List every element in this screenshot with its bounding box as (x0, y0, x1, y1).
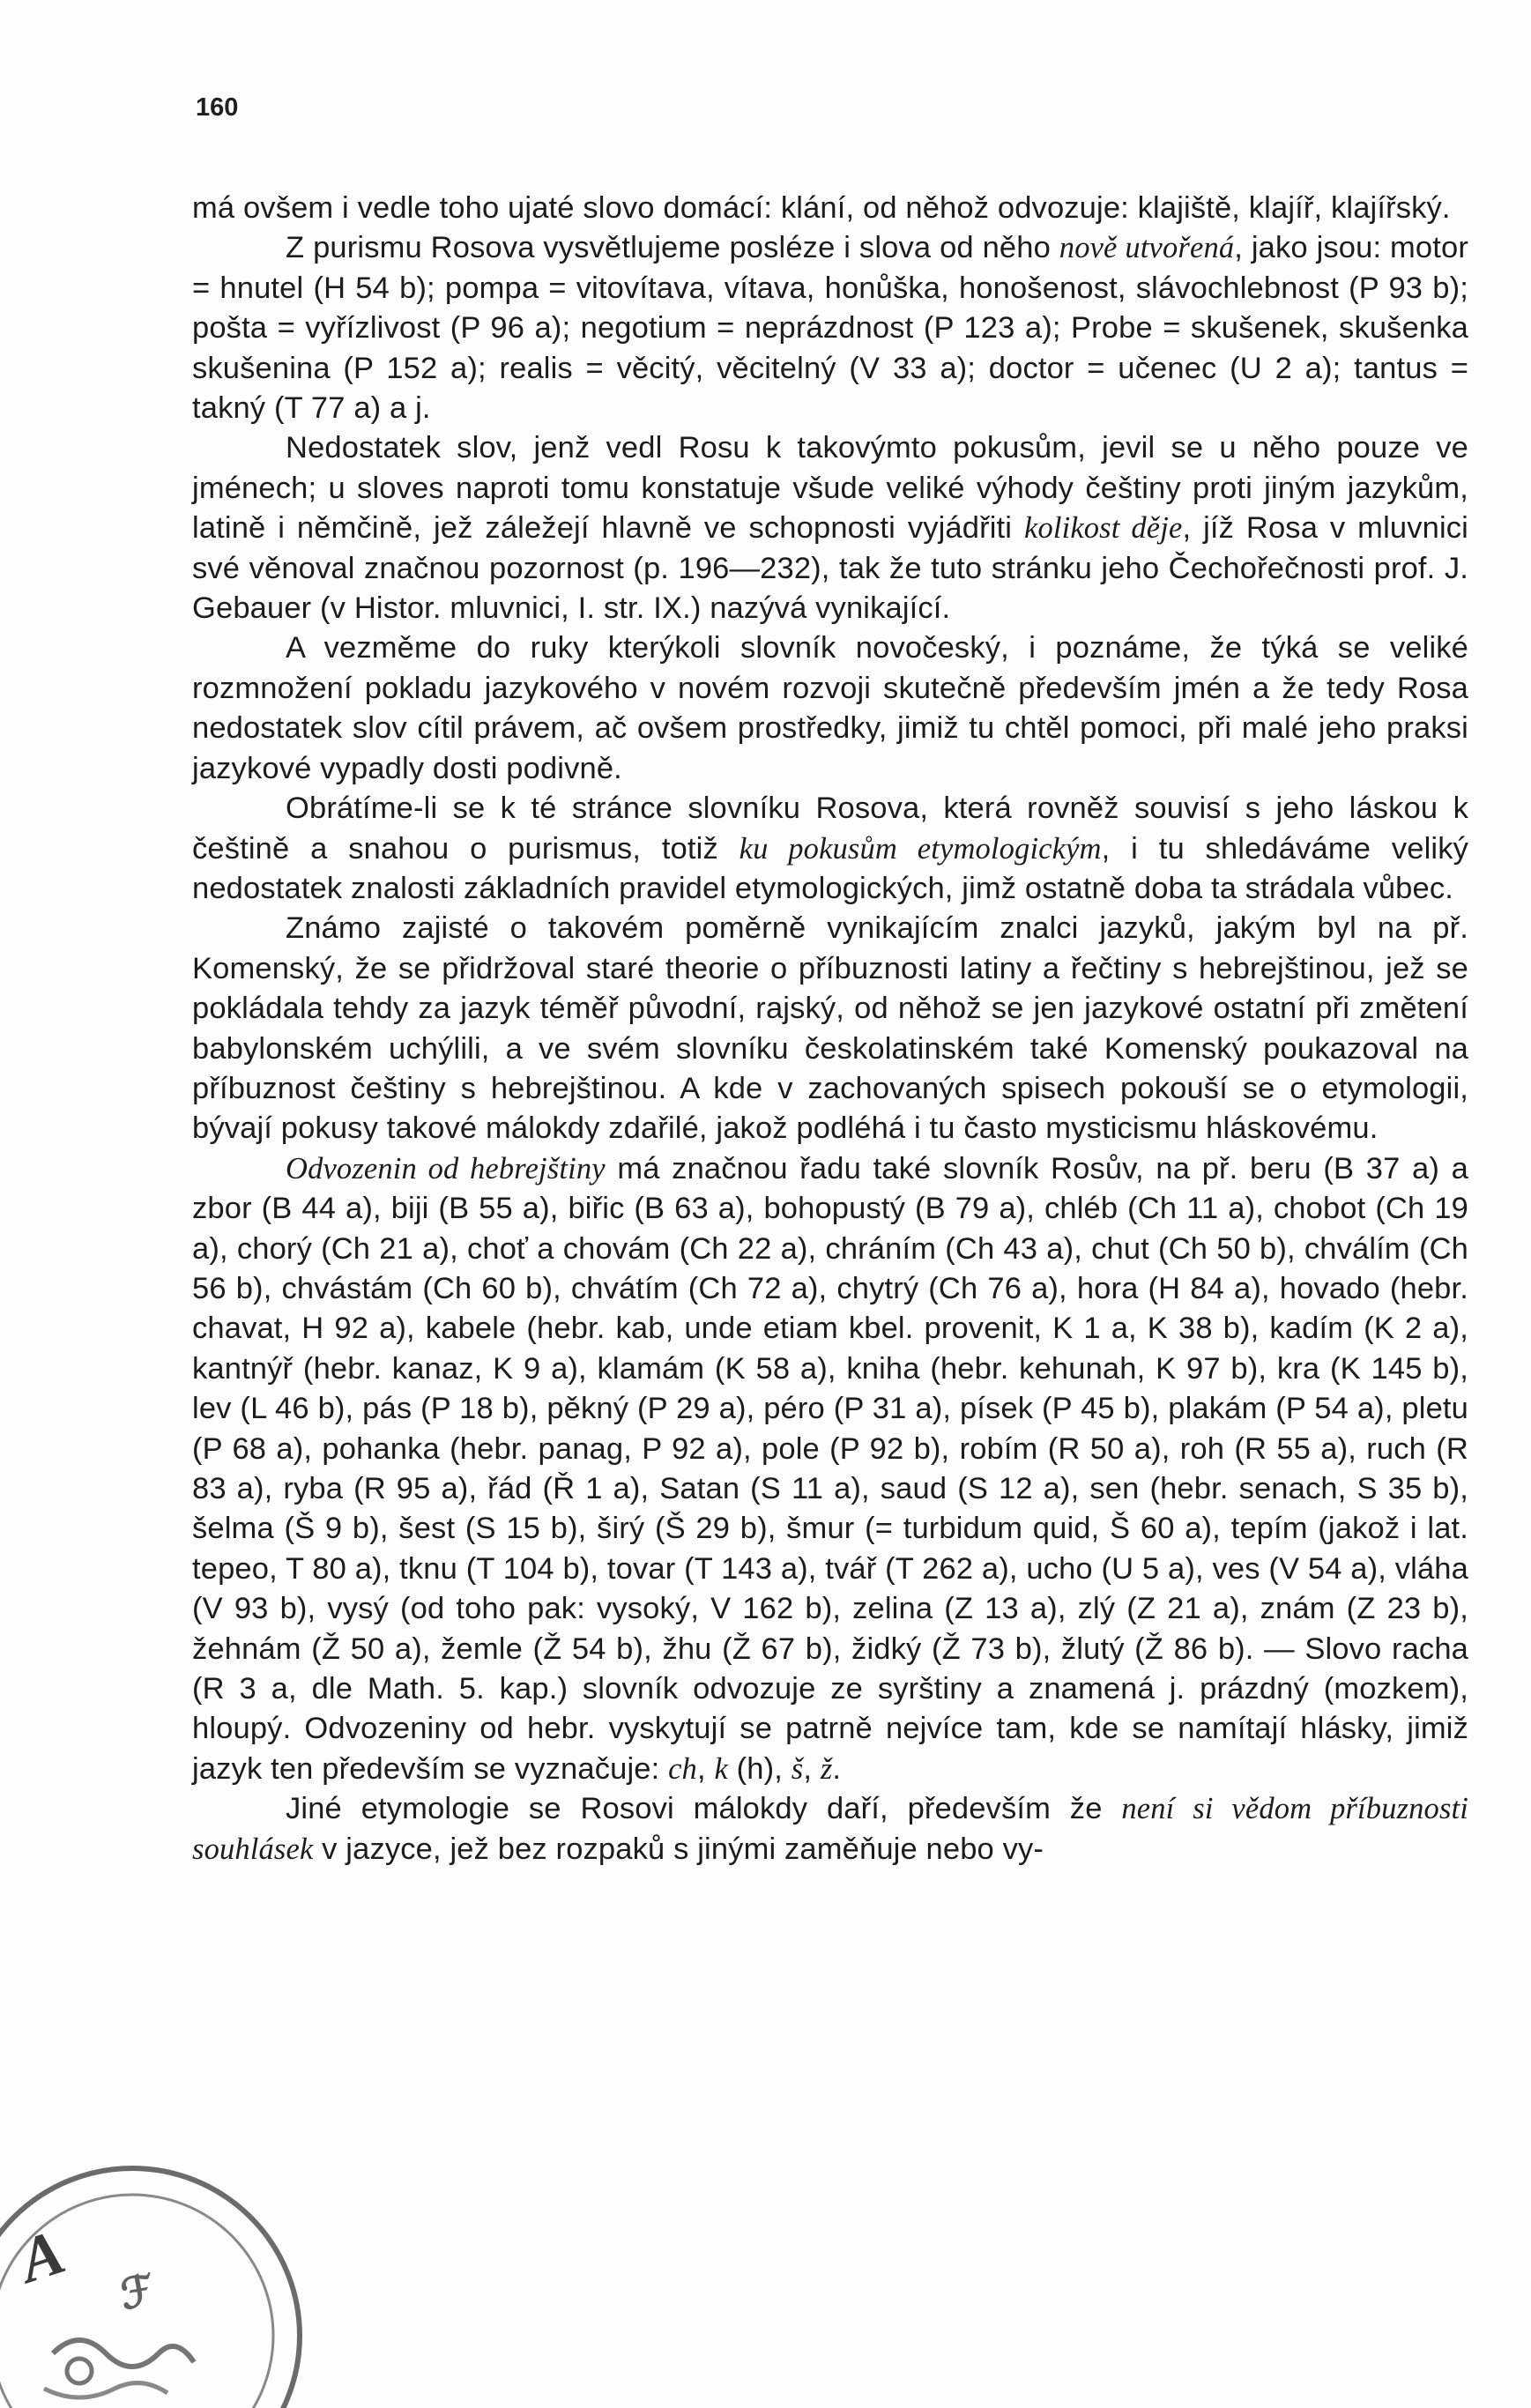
paragraph-text: , jíž Rosa v mluvnici své věnoval značnou pozornost (p. 196—232), tak že tuto stránku jeho Čechořečnosti prof. J. Gebauer (v Histor. mluvnici, I. str. IX.) nazývá vynikající. (192, 511, 1468, 626)
paragraph-text: , jako jsou: motor = hnutel (H 54 b); pompa = vitovítava, vítava, honůška, honošenost, slávochlebnost (P 93 b); pošta = vyřízlivost (P 96 a); negotium = neprázdnost (P 123 a); Probe = skušenek, skušenka skušenina (P 152 a); realis = věcitý, věcitelný (V 33 a); doctor = učenec (U 2 a); tantus = takný (T 77 a) a j. (192, 231, 1468, 426)
paragraph (192, 1149, 1468, 1790)
paragraph (192, 628, 1468, 789)
paragraph-text: , (803, 1751, 821, 1786)
paragraph (192, 909, 1468, 1148)
emphasized-text: ch (668, 1751, 697, 1786)
paragraph-text: Z purismu Rosova vysvětlujeme posléze i slova od něho (286, 231, 1059, 265)
paragraph-text: v jazyce, jež bez rozpaků s jinými zaměňuje nebo vy- (313, 1832, 1044, 1866)
emphasized-text: k (714, 1751, 728, 1786)
library-stamp (0, 2151, 317, 2408)
paragraph-text: má značnou řadu také slovník Rosův, na př. beru (B 37 a) a zbor (B 44 a), biji (B 55 a), biřic (B 63 a), bohopustý (B 79 a), chléb (Ch 11 a), chobot (Ch 19 a), chorý (Ch 21 a), choť a chovám (Ch 22 a), chráním (Ch 43 a), chut (Ch 50 b), chválím (Ch 56 b), chvástám (Ch 60 b), chvátím (Ch 72 a), chytrý (Ch 76 a), hora (H 84 a), hovado (hebr. chavat, H 92 a), kabele (hebr. kab, unde etiam kbel. provenit, K 1 a, K 38 b), kadím (K 2 a), kantnýř (hebr. kanaz, K 9 a), klamám (K 58 a), kniha (hebr. kehunah, K 97 b), kra (K 145 b), lev (L 46 b), pás (P 18 b), pěkný (P 29 a), péro (P 31 a), písek (P 45 b), plakám (P 54 a), pletu (P 68 a), pohanka (hebr. panag, P 92 a), pole (P 92 b), robím (R 50 a), roh (R 55 a), ruch (R 83 a), ryba (R 95 a), řád (Ř 1 a), Satan (S 11 a), saud (S 12 a), sen (hebr. senach, S 35 b), šelma (Š 9 b), šest (S 15 b), širý (Š 29 b), šmur (= turbidum quid, Š 60 a), tepím (jakož i lat. tepeo, T 80 a), tknu (T 104 b), tovar (T 143 a), tvář (T 262 a), ucho (U 5 a), ves (V 54 a), vláha (V 93 b), vysý (od toho pak: vysoký, V 162 b), zelina (Z 13 a), zlý (Z 21 a), znám (Z 23 b), žehnám (Ž 50 a), žemle (Ž 54 b), žhu (Ž 67 b), židký (Ž 73 b), žlutý (Ž 86 b). — Slovo racha (R 3 a, dle Math. 5. kap.) slovník odvozuje ze syrštiny a znamená j. prázdný (mozkem), hloupý. Odvozeniny od hebr. vyskytují se patrně nejvíce tam, kde se namítají hlásky, jimiž jazyk ten především se vyznačuje: (192, 1151, 1468, 1786)
paragraph-text: Nedostatek slov, jenž vedl Rosu k takovýmto pokusům, jevil se u něho pouze ve jménech; u sloves naproti tomu konstatuje všude veliké výhody češtiny proti jiným jazykům, latině i němčině, jež záležejí hlavně ve schopnosti vyjádřiti (192, 431, 1468, 546)
paragraph (192, 228, 1468, 428)
paragraph-text: Obrátíme-li se k té stránce slovníku Rosova, která rovněž souvisí s jeho láskou k češtině a snahou o purismus, totiž (192, 792, 1468, 866)
emphasized-text: není si vědom příbuznosti souhlásek (192, 1792, 1469, 1866)
emphasized-text: ž (820, 1751, 833, 1786)
stamp-letter: A (11, 2216, 73, 2297)
paragraph-text: . (832, 1751, 842, 1786)
paragraph-text: Jiné etymologie se Rosovi málokdy daří, především že (286, 1792, 1122, 1826)
emphasized-text: kolikost děje (1023, 511, 1183, 546)
emphasized-text: Odvozenin od hebrejštiny (286, 1151, 606, 1185)
paragraph (192, 428, 1468, 628)
paragraph-text: , i tu shledáváme veliký nedostatek znalosti základních pravidel etymologických, jimž ostatně doba ta strádala vůbec. (192, 831, 1469, 905)
emphasized-text: nově utvořená (1059, 231, 1235, 265)
emphasized-text: ku pokusům etymologickým (739, 831, 1102, 866)
page-number: 160 (196, 93, 239, 122)
paragraph (192, 789, 1468, 909)
paragraph-text: A vezměme do ruky kterýkoli slovník novočeský, i poznáme, že týká se veliké rozmnožení pokladu jazykového v novém rozvoji skutečně především jmén a že tedy Rosa nedostatek slov cítil právem, ač ovšem prostředky, jimiž tu chtěl pomoci, při malé jeho praksi jazykové vypadly dosti podivně. (192, 631, 1468, 785)
paragraph (192, 189, 1468, 228)
paragraph-text: má ovšem i vedle toho ujaté slovo domácí: klání, od něhož odvozuje: klajiště, klajíř, klajířský. (192, 191, 1451, 225)
stamp-seal-graphic (0, 2151, 317, 2408)
paragraph-text: , (696, 1751, 715, 1786)
paragraph-text: Známo zajisté o takovém poměrně vynikajícím znalci jazyků, jakým byl na př. Komenský, že se přidržoval staré theorie o příbuznosti latiny a řečtiny s hebrejštinou, jež se pokládala tehdy za jazyk téměř původní, rajský, od něhož se jen jazykové ostatní při změtení babylonském uchýlili, a ve svém slovníku českolatinském také Komenský poukazoval na příbuznost češtiny s hebrejštinou. A kde v zachovaných spisech pokouší se o etymologii, bývají pokusy takové málokdy zdařilé, jakož podléhá i tu často mysticismu hláskovému. (192, 911, 1468, 1146)
svg-text:ℱ: ℱ (116, 2267, 159, 2319)
emphasized-text: š (791, 1751, 804, 1786)
text-body (192, 189, 1468, 1869)
paragraph (192, 1789, 1468, 1869)
paragraph-text: (h), (727, 1751, 792, 1786)
